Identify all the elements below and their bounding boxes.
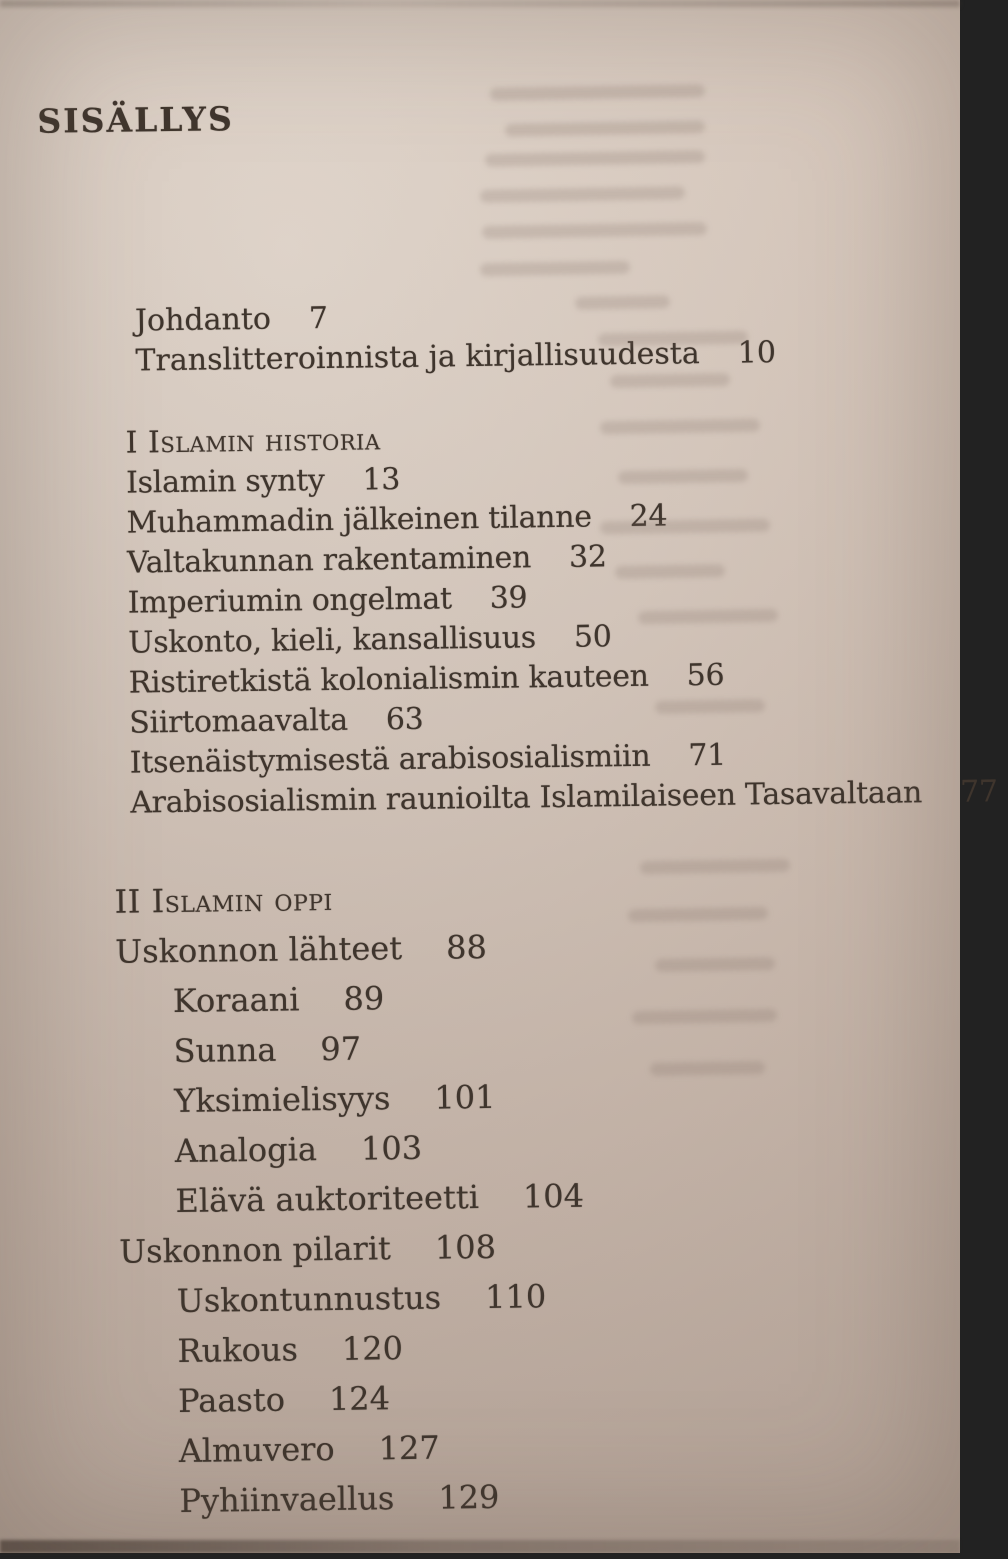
toc-entry-label: Uskontunnustus bbox=[176, 1278, 442, 1321]
toc-entry-page: 103 bbox=[360, 1128, 423, 1168]
toc-entry-label: Sunna bbox=[173, 1030, 277, 1071]
toc-entry bbox=[115, 921, 581, 977]
toc-entry-label: Siirtomaavalta bbox=[129, 702, 349, 741]
toc-entry-label: Ristiretkistä kolonialismin kauteen bbox=[128, 658, 649, 701]
toc-entry-page: 108 bbox=[434, 1227, 497, 1267]
toc-entry-label: Uskonnon pilarit bbox=[118, 1229, 392, 1271]
toc-entry bbox=[119, 1221, 585, 1277]
toc-entry-page: 39 bbox=[489, 580, 528, 616]
toc-entry-label: Itsenäistymisestä arabisosialismiin bbox=[129, 738, 651, 781]
page-top-shadow bbox=[0, 0, 960, 7]
toc-entry bbox=[116, 1021, 582, 1077]
toc-entry-label: Koraani bbox=[172, 980, 300, 1021]
toc-entry bbox=[121, 1421, 587, 1477]
toc-entry-page: 71 bbox=[688, 737, 727, 774]
toc-entry-page: 97 bbox=[320, 1029, 362, 1069]
toc-entry-page: 88 bbox=[445, 927, 488, 967]
toc-entry-page: 104 bbox=[522, 1176, 585, 1216]
toc-entry bbox=[116, 971, 582, 1027]
toc-entry-page: 63 bbox=[385, 701, 424, 738]
page-title: SISÄLLYS bbox=[37, 99, 235, 141]
toc-section bbox=[114, 871, 588, 1527]
toc-entry-page: 32 bbox=[568, 539, 607, 575]
toc-entry bbox=[118, 1171, 584, 1227]
toc-entry-page: 77 bbox=[959, 774, 998, 810]
toc-entry bbox=[121, 1371, 587, 1427]
section-heading: I Islamin historia bbox=[125, 422, 381, 461]
toc-entry-page: 127 bbox=[378, 1428, 440, 1468]
toc-entry-label: Uskonto, kieli, kansallisuus bbox=[127, 620, 537, 661]
toc-entry-page: 7 bbox=[308, 300, 329, 337]
front-matter-list bbox=[135, 293, 776, 381]
toc-entry-page: 50 bbox=[573, 619, 612, 655]
page-bottom-shadow bbox=[0, 1540, 960, 1553]
toc-section bbox=[125, 412, 998, 823]
toc-entry-label: Analogia bbox=[174, 1130, 318, 1171]
toc-entry-label: Valtakunnan rakentaminen bbox=[126, 540, 532, 581]
toc-entry-label: Translitteroinnista ja kirjallisuudesta bbox=[135, 336, 700, 379]
toc-entry-label: Arabisosialismin raunioilta Islamilaiseen Tasavaltaan bbox=[130, 775, 923, 821]
toc-entry bbox=[135, 333, 776, 381]
toc-entry-page: 101 bbox=[434, 1077, 496, 1117]
toc-entry-page: 13 bbox=[362, 462, 401, 498]
toc-entry-page: 110 bbox=[484, 1277, 547, 1316]
toc-entry bbox=[118, 1121, 584, 1177]
toc-entry-label: Almuvero bbox=[178, 1429, 335, 1470]
toc-entry-label: Islamin synty bbox=[125, 463, 325, 501]
toc-entry-label: Yksimielisyys bbox=[173, 1079, 391, 1121]
toc-entry-label: Elävä auktoriteetti bbox=[175, 1178, 480, 1221]
toc-entry-label: Muhammadin jälkeinen tilanne bbox=[126, 499, 592, 541]
toc-entry-label: Paasto bbox=[177, 1380, 286, 1421]
toc-entry bbox=[122, 1471, 588, 1527]
toc-entry-label: Uskonnon lähteet bbox=[115, 929, 403, 971]
toc-entry bbox=[117, 1071, 583, 1127]
toc-entry-page: 24 bbox=[629, 498, 668, 535]
toc-entry-page: 129 bbox=[438, 1477, 500, 1517]
section-heading: II Islamin oppi bbox=[114, 879, 333, 921]
toc-entry-page: 89 bbox=[343, 979, 385, 1018]
toc-entry bbox=[120, 1271, 586, 1327]
toc-entry bbox=[120, 1321, 586, 1377]
toc-entry-page: 124 bbox=[328, 1379, 391, 1419]
toc-entry-label: Rukous bbox=[177, 1330, 299, 1371]
toc-entry-page: 56 bbox=[686, 657, 725, 694]
toc-entry-page: 120 bbox=[341, 1329, 404, 1368]
toc-entry-label: Imperiumin ongelmat bbox=[127, 581, 452, 621]
toc-entry-label: Johdanto bbox=[134, 301, 272, 339]
toc-entry-page: 10 bbox=[737, 335, 777, 371]
toc-entry-label: Pyhiinvaellus bbox=[179, 1479, 395, 1520]
